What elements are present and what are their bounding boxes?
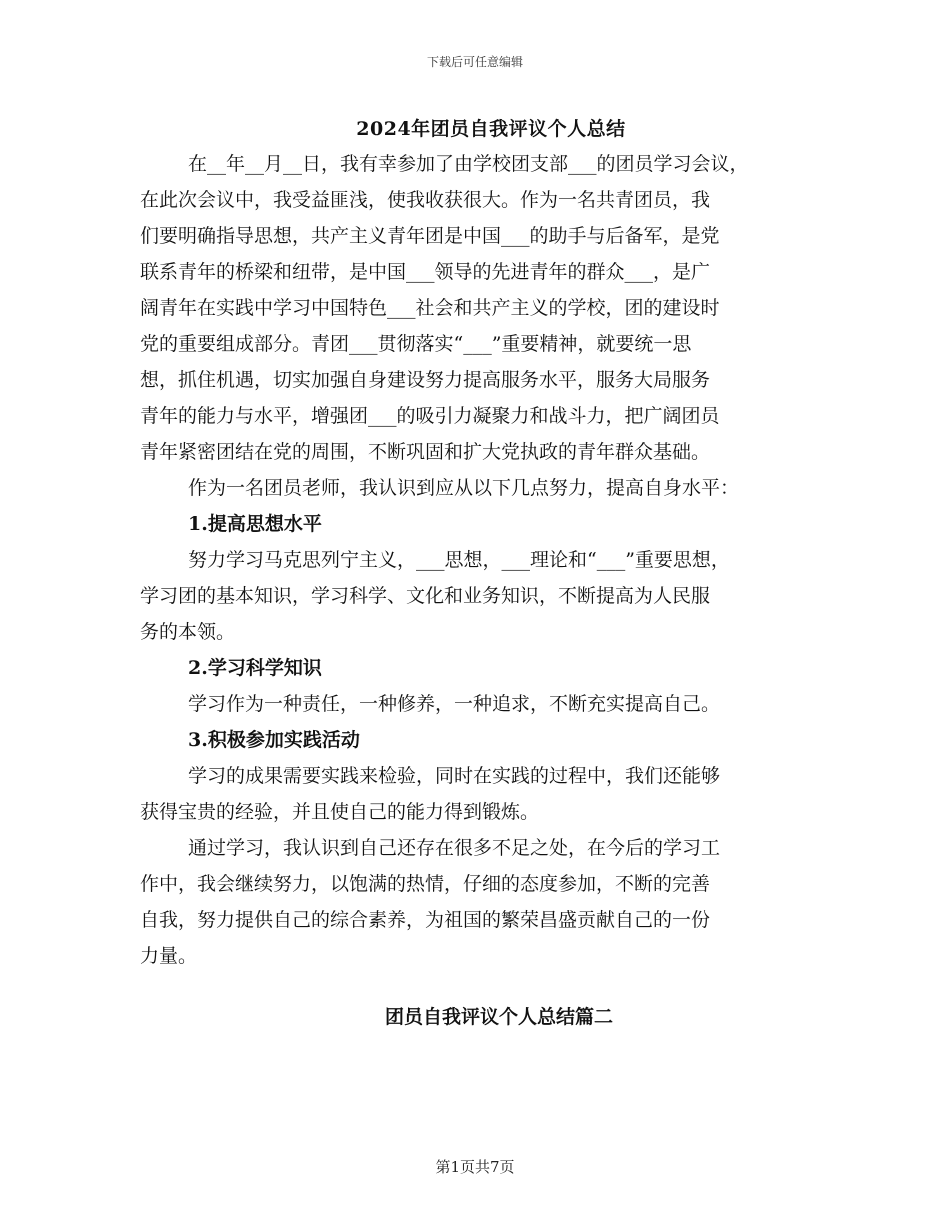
paragraph-line: 在__年__月__日，我有幸参加了由学校团支部___的团员学习会议，	[188, 153, 749, 175]
section-heading: 2.学习科学知识	[188, 657, 322, 679]
document-title: 2024年团员自我评议个人总结	[356, 118, 626, 140]
page-number: 第1页共7页	[435, 1158, 515, 1176]
page-header-note: 下载后可任意编辑	[426, 55, 523, 69]
paragraph-line: 青年的能力与水平，增强团___的吸引力凝聚力和战斗力，把广阔团员	[140, 405, 720, 427]
paragraph-line: 自我，努力提供自己的综合素养，为祖国的繁荣昌盛贡献自己的一份	[140, 909, 711, 931]
document-body	[140, 146, 820, 974]
paragraph-line: 通过学习，我认识到自己还存在很多不足之处，在今后的学习工	[188, 837, 721, 859]
paragraph-line: 获得宝贵的经验，并且使自己的能力得到锻炼。	[140, 801, 540, 823]
paragraph-line: 力量。	[140, 945, 198, 967]
paragraph-line: 想，抓住机遇，切实加强自身建设努力提高服务水平，服务大局服务	[140, 369, 711, 391]
paragraph-line: 作为一名团员老师，我认识到应从以下几点努力，提高自身水平：	[188, 477, 740, 499]
paragraph-line: 务的本领。	[140, 621, 236, 643]
paragraph-line: 青年紧密团结在党的周围，不断巩固和扩大党执政的青年群众基础。	[140, 441, 711, 463]
section-heading: 1.提高思想水平	[188, 513, 322, 535]
paragraph-line: 学习团的基本知识，学习科学、文化和业务知识，不断提高为人民服	[140, 585, 711, 607]
paragraph-line: 党的重要组成部分。青团___贯彻落实“___”重要精神，就要统一思	[140, 333, 692, 355]
paragraph-line: 学习的成果需要实践来检验，同时在实践的过程中，我们还能够	[188, 765, 721, 787]
paragraph-line: 努力学习马克思列宁主义，___思想，___理论和“___”重要思想，	[188, 549, 730, 571]
section-heading: 3.积极参加实践活动	[188, 729, 360, 751]
paragraph-line: 在此次会议中，我受益匪浅，使我收获很大。作为一名共青团员，我	[140, 189, 711, 211]
paragraph-line: 联系青年的桥梁和纽带，是中国___领导的先进青年的群众___，是广	[140, 261, 711, 283]
paragraph-line: 作中，我会继续努力，以饱满的热情，仔细的态度参加，不断的完善	[140, 873, 711, 895]
paragraph-line: 学习作为一种责任，一种修养，一种追求，不断充实提高自己。	[188, 693, 721, 715]
paragraph-line: 阔青年在实践中学习中国特色___社会和共产主义的学校，团的建设时	[140, 297, 720, 319]
paragraph-line: 们要明确指导思想，共产主义青年团是中国___的助手与后备军，是党	[140, 225, 720, 247]
section-title: 团员自我评议个人总结篇二	[384, 1006, 613, 1028]
